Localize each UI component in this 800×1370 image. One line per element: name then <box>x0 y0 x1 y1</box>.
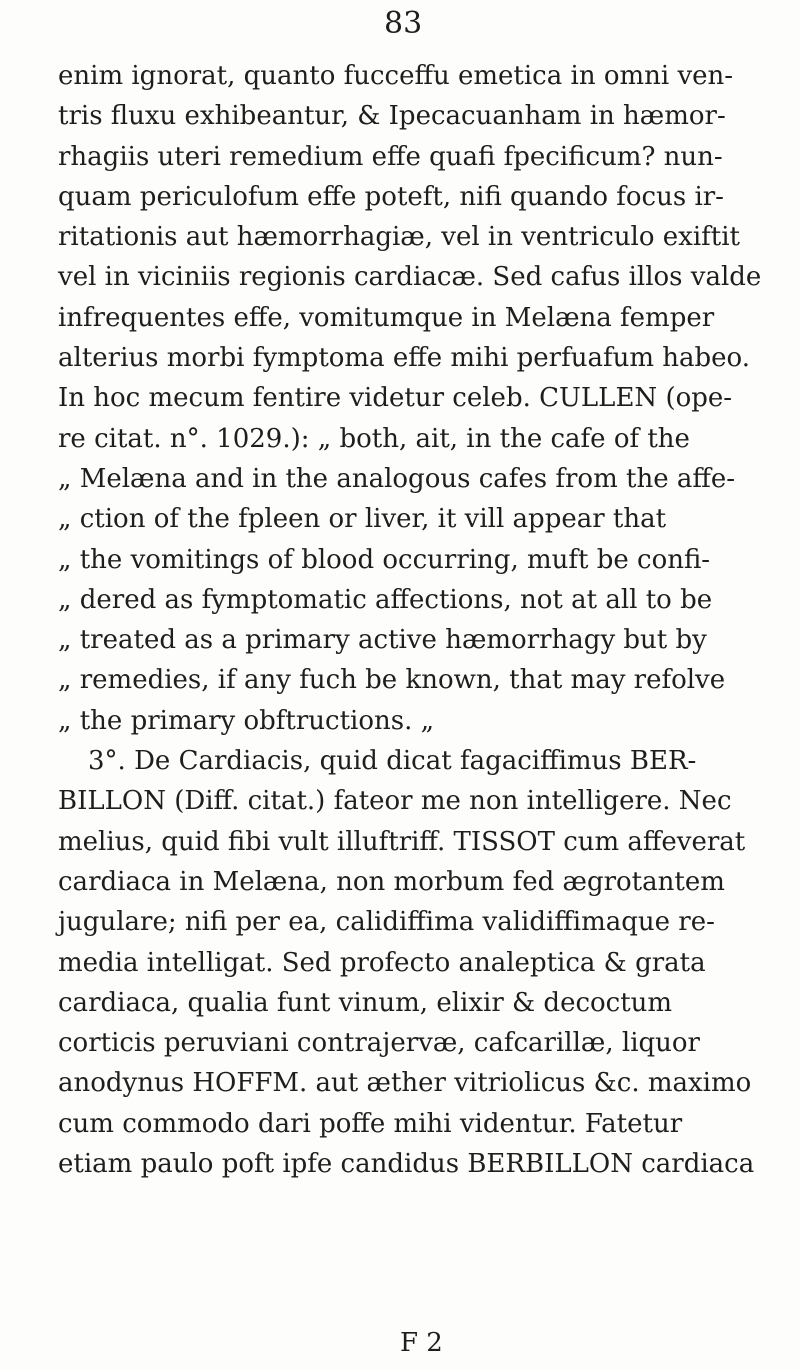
text-line: rhagiis uteri remedium effe quafi fpecificum? nun- <box>58 141 723 172</box>
section-3-first-line: 3°. De Cardiacis, quid dicat fagaciffimus BER- <box>88 746 697 777</box>
quote-line: „ dered as fymptomatic affections, not at all to be <box>58 584 713 615</box>
text-line: vel in viciniis regionis cardiacæ. Sed cafus illos valde <box>58 262 762 293</box>
text-line: media intelligat. Sed profecto analeptica & grata <box>58 947 706 978</box>
page-number: 83 <box>384 6 423 41</box>
quote-line: „ the primary obftructions. „ <box>58 705 435 736</box>
quote-line: „ Melæna and in the analogous cafes from the affe- <box>58 463 735 494</box>
text-line: cardiaca, qualia funt vinum, elixir & decoctum <box>58 987 673 1018</box>
quote-line: „ ction of the fpleen or liver, it vill appear that <box>58 504 667 535</box>
text-line: anodynus HOFFM. aut æther vitriolicus &c. maximo <box>58 1068 752 1099</box>
text-line: tris fluxu exhibeantur, & Ipecacuanham in hæmor- <box>58 101 726 132</box>
text-line: melius, quid fibi vult illuftriff. TISSOT cum affeverat <box>58 826 746 857</box>
quote-line: „ remedies, if any fuch be known, that may refolve <box>58 665 726 696</box>
text-line: In hoc mecum fentire videtur celeb. CULLEN (ope- <box>58 383 733 414</box>
text-line: enim ignorat, quanto fucceffu emetica in omni ven- <box>58 61 734 91</box>
quote-line: „ treated as a primary active hæmorrhagy but by <box>58 625 707 656</box>
text-line: jugulare; nifi per ea, calidiffima validiffimaque re- <box>58 907 715 938</box>
text-line: corticis peruviani contrajervæ, cafcarillæ, liquor <box>58 1028 700 1059</box>
signature-mark: F 2 <box>400 1328 443 1358</box>
quote-line: „ the vomitings of blood occurring, muft be confi- <box>58 544 711 575</box>
text-line: cardiaca in Melæna, non morbum fed ægrotantem <box>58 866 725 897</box>
text-line: BILLON (Diff. citat.) fateor me non intelligere. Nec <box>58 786 732 817</box>
body-text <box>58 56 762 1184</box>
text-line: ritationis aut hæmorrhagiæ, vel in ventriculo exiftit <box>58 222 740 253</box>
text-line: cum commodo dari poffe mihi videntur. Fatetur <box>58 1108 683 1139</box>
text-line: etiam paulo poft ipfe candidus BERBILLON cardiaca <box>58 1149 755 1180</box>
text-line: infrequentes effe, vomitumque in Melæna femper <box>58 302 715 333</box>
text-line: alterius morbi fymptoma effe mihi perfuafum habeo. <box>58 343 750 374</box>
text-line: re citat. n°. 1029.): „ both, ait, in the cafe of the <box>58 423 690 454</box>
text-line: quam periculofum effe poteft, nifi quando focus ir- <box>58 181 724 212</box>
